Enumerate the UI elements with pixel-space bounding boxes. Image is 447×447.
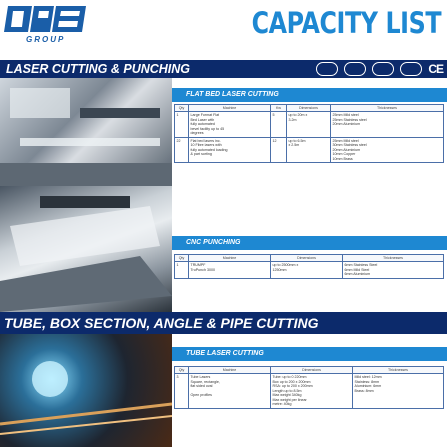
- cell-dimensions: up to 20m x 3.2m: [287, 112, 331, 137]
- cell-qty: 1: [175, 112, 189, 137]
- section-header-flatbed: FLAT BED LASER CUTTING: [172, 88, 447, 102]
- col-header-kw: Kw: [271, 105, 287, 112]
- banner-label: LASER CUTTING & PUNCHING: [6, 62, 191, 76]
- table-row: [175, 137, 444, 162]
- col-header-machine: Machine: [189, 105, 271, 112]
- cell-kw: 5: [271, 112, 287, 137]
- cell-dimensions: up to 6.5m x 2.5m: [287, 137, 331, 162]
- cell-machine: Large Format Flat Bed Laser with fully automated bevel facility up to 45 degrees: [189, 112, 271, 137]
- certification-marks: [316, 61, 443, 77]
- logo: [4, 4, 88, 48]
- cell-machine: Tube Lasers Square, rectangle, flat sided oval Open profiles: [189, 374, 271, 408]
- col-header-thicknesses: Thicknesses: [343, 255, 444, 262]
- certification-badge-icon: [316, 62, 338, 76]
- col-header-machine: Machine: [189, 367, 271, 374]
- col-header-thicknesses: Thicknesses: [331, 105, 444, 112]
- cell-dimensions: up to 2500mm x 1250mm: [271, 262, 343, 278]
- laser-machine-photo: [0, 78, 172, 186]
- col-header-dimensions: Dimensions: [287, 105, 331, 112]
- cell-thicknesses: 6mm Stainless Steel 6mm Mild Steel 6mm Aluminium: [343, 262, 444, 278]
- logo-group-label: GROUP: [26, 35, 66, 44]
- cell-dimensions: Tube: up to 0 220mm Box up to 200 x 200mm RSA: up to 200 x 200mm Length up to 8.5m Max weight 340kg Max weight per linear metre: 40kg: [271, 374, 353, 408]
- section-header-tube: TUBE LASER CUTTING: [172, 347, 447, 361]
- cell-thicknesses: Mild steel: 12mm Stainless: 8mm Aluminium: 6mm Brass: 8mm: [353, 374, 444, 408]
- ce-mark-icon: CE: [428, 62, 443, 76]
- banner-label: TUBE, BOX SECTION, ANGLE & PIPE CUTTING: [4, 315, 319, 331]
- cell-thicknesses: 25mm Mild steel 25mm Stainless steel 20mm Aluminium: [331, 112, 444, 137]
- section-header-cnc: CNC PUNCHING: [172, 236, 447, 250]
- certification-badge-icon: [400, 62, 422, 76]
- page-title: CAPACITY LIST: [251, 6, 441, 40]
- cell-qty: 3: [175, 374, 189, 408]
- flatbed-capacity-table: [174, 104, 444, 163]
- certification-badge-icon: [372, 62, 394, 76]
- cnc-capacity-table: [174, 254, 444, 279]
- cnc-machine-photo: [0, 186, 172, 312]
- cell-qty: 22: [175, 137, 189, 162]
- tube-cutting-banner: [0, 312, 447, 334]
- col-header-qty: Qty: [175, 255, 189, 262]
- certification-badge-icon: [344, 62, 366, 76]
- col-header-dimensions: Dimensions: [271, 367, 353, 374]
- cell-thicknesses: 25mm Mild steel 30mm Stainless steel 20mm Aluminium 10mm Copper 10mm Brass: [331, 137, 444, 162]
- brand-logo-icon: [4, 4, 88, 34]
- col-header-machine: Machine: [189, 255, 271, 262]
- cell-machine: Flat bed lasers inc. 10 Fibre lasers with fully automated loading & part sorting: [189, 137, 271, 162]
- tube-capacity-table: [174, 366, 444, 409]
- cell-qty: 1: [175, 262, 189, 278]
- cell-kw: 12: [271, 137, 287, 162]
- cell-machine: TRUMPF TruPunch 3000: [189, 262, 271, 278]
- col-header-qty: Qty: [175, 367, 189, 374]
- tube-laser-photo: [0, 334, 172, 447]
- col-header-qty: Qty: [175, 105, 189, 112]
- table-row: [175, 262, 444, 278]
- table-row: [175, 112, 444, 137]
- table-row: [175, 374, 444, 408]
- col-header-thicknesses: Thicknesses: [353, 367, 444, 374]
- col-header-dimensions: Dimensions: [271, 255, 343, 262]
